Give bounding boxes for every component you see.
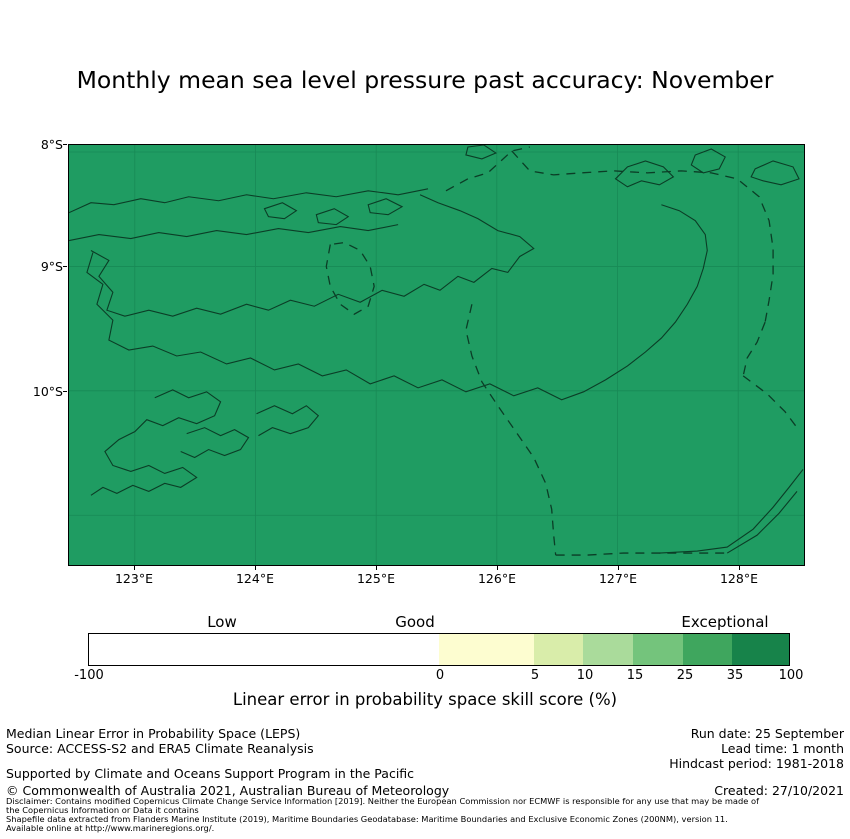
footer-disclaimer-line-4: Available online at http://www.marineregions.org/. <box>6 823 215 833</box>
footer-disclaimer-line-1: Disclaimer: Contains modified Copernicus Climate Change Service Information [2019]. Neither the European Commission nor ECMWF is responsible for any use that may be made of <box>6 796 760 806</box>
colorbar-tick-0: -100 <box>74 668 104 683</box>
colorbar-segment-0 <box>89 634 439 665</box>
x-tick-mark-0 <box>134 566 135 570</box>
footer-copyright-line: © Commonwealth of Australia 2021, Australian Bureau of Meteorology <box>6 783 450 798</box>
colorbar-tick-7: 100 <box>778 668 804 683</box>
southern-boundary-line <box>659 469 803 553</box>
colorbar-tick-5: 25 <box>676 668 694 683</box>
map-gridlines <box>69 145 804 565</box>
x-tick-mark-3 <box>497 566 498 570</box>
x-tick-mark-4 <box>618 566 619 570</box>
y-tick-label-0: 8°S <box>40 137 63 152</box>
colorbar-segment-1 <box>439 634 534 665</box>
colorbar-category-good: Good <box>395 613 435 631</box>
colorbar-segment-4 <box>633 634 683 665</box>
footer-hindcast-period: Hindcast period: 1981-2018 <box>669 756 844 771</box>
colorbar-category-low: Low <box>207 613 237 631</box>
x-tick-label-4: 127°E <box>598 571 637 586</box>
footer-support-line: Supported by Climate and Oceans Support Program in the Pacific <box>6 766 415 781</box>
y-tick-mark-1 <box>63 266 67 267</box>
colorbar-segment-5 <box>683 634 733 665</box>
colorbar-tick-6: 35 <box>726 668 744 683</box>
footer-created-line: Created: 27/10/2021 <box>714 783 844 798</box>
y-tick-label-2: 10°S <box>32 384 63 399</box>
footer-disclaimer-line-2: the Copernicus Information or Data it contains <box>6 805 199 815</box>
colorbar-tick-1: 0 <box>435 668 445 683</box>
maritime-boundary-dashed <box>326 147 797 555</box>
x-tick-mark-2 <box>376 566 377 570</box>
x-tick-mark-5 <box>739 566 740 570</box>
x-tick-mark-1 <box>255 566 256 570</box>
coastline-paths <box>69 145 799 495</box>
colorbar-axis-label: Linear error in probability space skill score (%) <box>232 690 618 709</box>
x-tick-label-3: 126°E <box>477 571 516 586</box>
page-title: Monthly mean sea level pressure past accuracy: November <box>76 66 774 94</box>
colorbar-segment-6 <box>732 634 789 665</box>
y-tick-mark-0 <box>63 144 67 145</box>
x-tick-label-2: 125°E <box>356 571 395 586</box>
footer-disclaimer-line-3: Shapefile data extracted from Flanders Marine Institute (2019), Maritime Boundaries Geodatabase: Maritime Boundaries and Exclusive Economic Zones (200NM), version 11. <box>6 814 728 824</box>
map-vector-layer <box>69 145 804 565</box>
x-tick-label-5: 128°E <box>719 571 758 586</box>
map-plot-area <box>68 144 805 566</box>
x-tick-label-0: 123°E <box>114 571 153 586</box>
y-tick-label-1: 9°S <box>40 259 63 274</box>
footer-run-date: Run date: 25 September <box>690 726 844 741</box>
colorbar-tick-3: 10 <box>576 668 594 683</box>
footer-source-line: Source: ACCESS-S2 and ERA5 Climate Reanalysis <box>6 741 314 756</box>
colorbar-segment-2 <box>534 634 584 665</box>
colorbar <box>88 633 790 666</box>
colorbar-tick-4: 15 <box>626 668 644 683</box>
colorbar-tick-2: 5 <box>530 668 540 683</box>
colorbar-segment-3 <box>583 634 633 665</box>
x-tick-label-1: 124°E <box>235 571 274 586</box>
footer-lead-time: Lead time: 1 month <box>721 741 844 756</box>
footer-leps-line: Median Linear Error in Probability Space (LEPS) <box>6 726 301 741</box>
y-tick-mark-2 <box>63 391 67 392</box>
colorbar-category-exceptional: Exceptional <box>681 613 769 631</box>
